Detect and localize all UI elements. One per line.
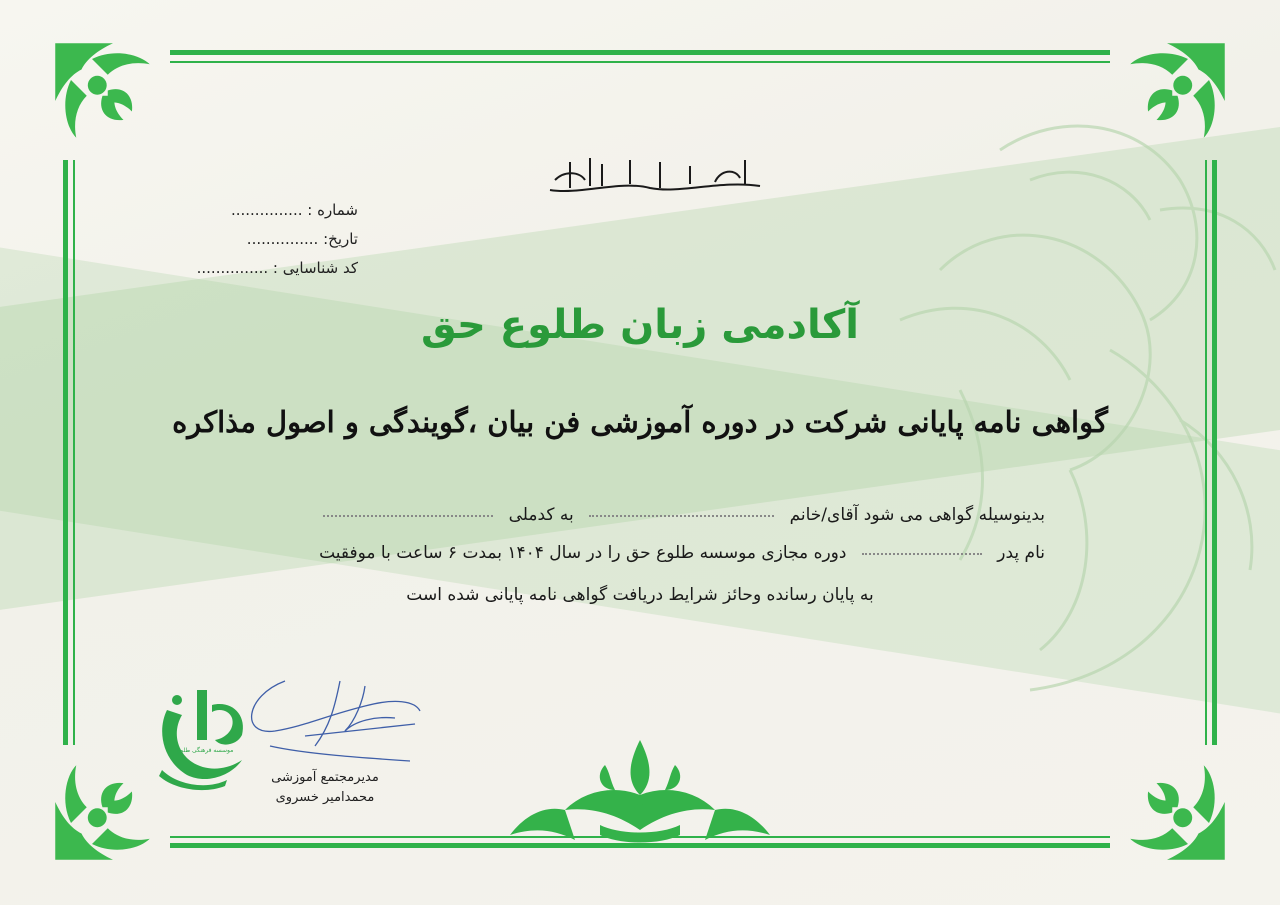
signer-name: محمدامیر خسروی xyxy=(275,790,375,805)
border-left-outer xyxy=(63,160,68,745)
certificate-number: شماره : ............... xyxy=(230,201,358,219)
corner-ornament-icon xyxy=(1125,38,1230,143)
certificate-date: تاریخ: ............... xyxy=(246,230,358,248)
certificate-meta xyxy=(197,196,358,283)
academy-title: آکادمی زبان طلوع حق xyxy=(420,302,860,348)
border-right-outer xyxy=(1212,160,1217,745)
body-line-2 xyxy=(319,543,1045,563)
corner-ornament-icon xyxy=(1125,760,1230,865)
logo-caption: موسسه فرهنگی طلوع xyxy=(176,747,234,754)
body-line-1-part-a: بدینوسیله گواهی می شود آقای/خانم xyxy=(789,505,1045,525)
border-left-inner xyxy=(73,160,75,745)
border-top-outer xyxy=(170,50,1110,55)
border-top-inner xyxy=(170,61,1110,63)
signer-block xyxy=(265,768,385,808)
name-blank xyxy=(589,514,774,517)
father-name-blank xyxy=(862,552,982,555)
body-line-1 xyxy=(313,505,1045,525)
corner-ornament-icon xyxy=(50,760,155,865)
border-right-inner xyxy=(1205,160,1207,745)
corner-ornament-icon xyxy=(50,38,155,143)
center-flourish-icon xyxy=(505,735,775,855)
body-line-2-part-b: دوره مجازی موسسه طلوع حق را در سال ۱۴۰۴ بمدت ۶ ساعت با موفقیت xyxy=(319,543,847,563)
body-line-2-part-a: نام پدر xyxy=(997,543,1045,563)
national-code-blank xyxy=(323,514,493,517)
signer-role: مدیرمجتمع آموزشی xyxy=(271,770,379,785)
certificate-subtitle: گواهی نامه پایانی شرکت در دوره آموزشی فن بیان ،گویندگی و اصول مذاکره xyxy=(172,405,1108,439)
body-line-1-part-b: به کدملی xyxy=(508,505,574,525)
certificate-id-code: کد شناسایی : ............... xyxy=(196,259,358,277)
logo-icon xyxy=(147,680,257,792)
body-line-3: به پایان رسانده وحائز شرایط دریافت گواهی نامه پایانی شده است xyxy=(406,585,874,605)
bismillah-calligraphy xyxy=(540,150,770,200)
signature xyxy=(245,676,425,766)
